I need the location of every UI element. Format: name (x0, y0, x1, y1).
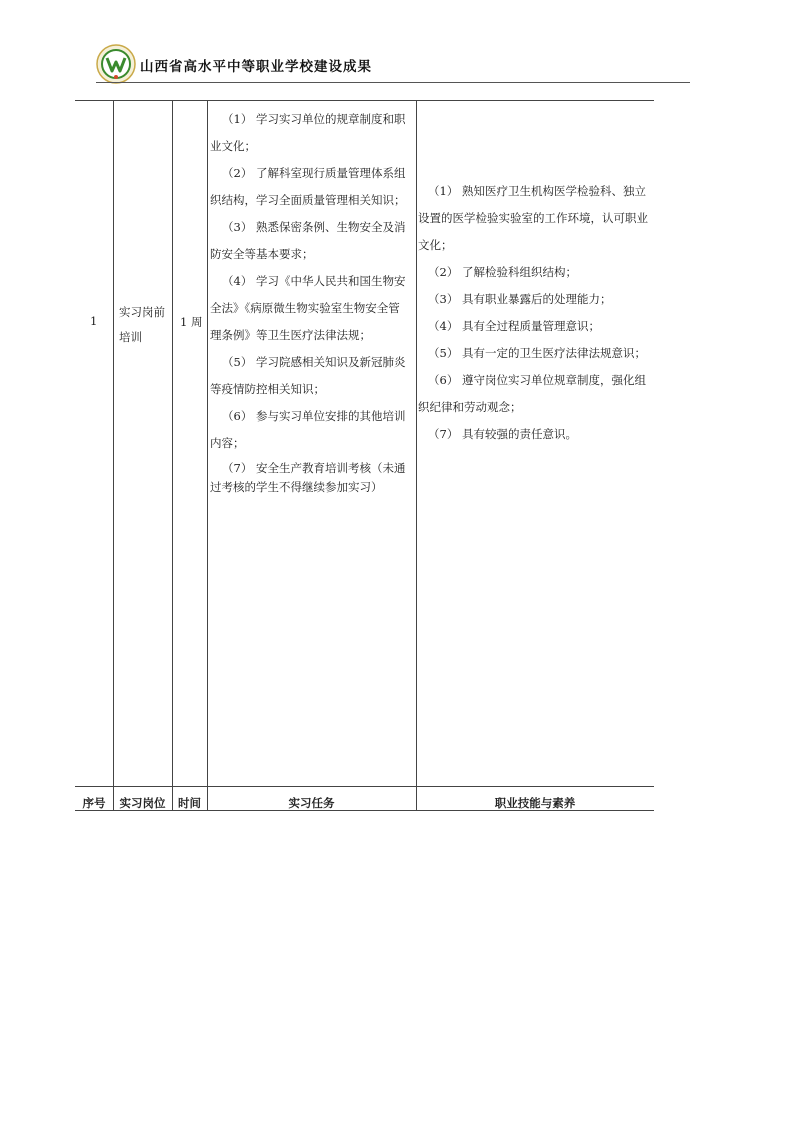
task-item: （5） 学习院感相关知识及新冠肺炎等疫情防控相关知识； (210, 355, 406, 396)
th-time: 时间 (178, 796, 201, 810)
header-rule (96, 82, 690, 83)
cell-time: 1 周 (180, 315, 203, 329)
skill-item: （6） 遵守岗位实习单位规章制度，强化组织纪律和劳动观念； (418, 373, 646, 414)
th-tasks: 实习任务 (288, 796, 335, 810)
table-top-border (75, 100, 654, 101)
cell-skills (418, 178, 654, 448)
school-emblem-icon (96, 44, 136, 84)
col-divider (113, 100, 114, 810)
th-post: 实习岗位 (119, 796, 166, 810)
skill-item: （7） 具有较强的责任意识。 (428, 427, 577, 441)
col-divider (207, 100, 208, 810)
cell-seq: 1 (90, 314, 98, 328)
col-divider (172, 100, 173, 810)
skill-item: （5） 具有一定的卫生医疗法律法规意识； (428, 346, 646, 360)
skill-item: （4） 具有全过程质量管理意识； (428, 319, 600, 333)
skill-item: （2） 了解检验科组织结构； (428, 265, 577, 279)
cell-tasks (210, 106, 408, 497)
header-row-top-border (75, 786, 654, 787)
skill-item: （1） 熟知医疗卫生机构医学检验科、独立设置的医学检验实验室的工作环境，认可职业文化； (418, 184, 648, 252)
task-item: （4） 学习《中华人民共和国生物安全法》《病原微生物实验室生物安全管理条例》等卫生医疗法律法规； (210, 274, 406, 342)
task-item: （7） 安全生产教育培训考核（未通过考核的学生不得继续参加实习） (210, 461, 406, 494)
cell-post: 实习岗前培训 (119, 305, 165, 344)
th-skills: 职业技能与素养 (494, 796, 576, 810)
skill-item: （3） 具有职业暴露后的处理能力； (428, 292, 612, 306)
task-item: （3） 熟悉保密条例、生物安全及消防安全等基本要求； (210, 220, 406, 261)
th-seq: 序号 (82, 796, 106, 810)
task-item: （6） 参与实习单位安排的其他培训内容； (210, 409, 406, 450)
header-title: 山西省高水平中等职业学校建设成果 (140, 59, 372, 75)
task-item: （1） 学习实习单位的规章制度和职业文化； (210, 112, 406, 153)
col-divider (416, 100, 417, 810)
task-item: （2） 了解科室现行质量管理体系组织结构，学习全面质量管理相关知识； (210, 166, 406, 207)
